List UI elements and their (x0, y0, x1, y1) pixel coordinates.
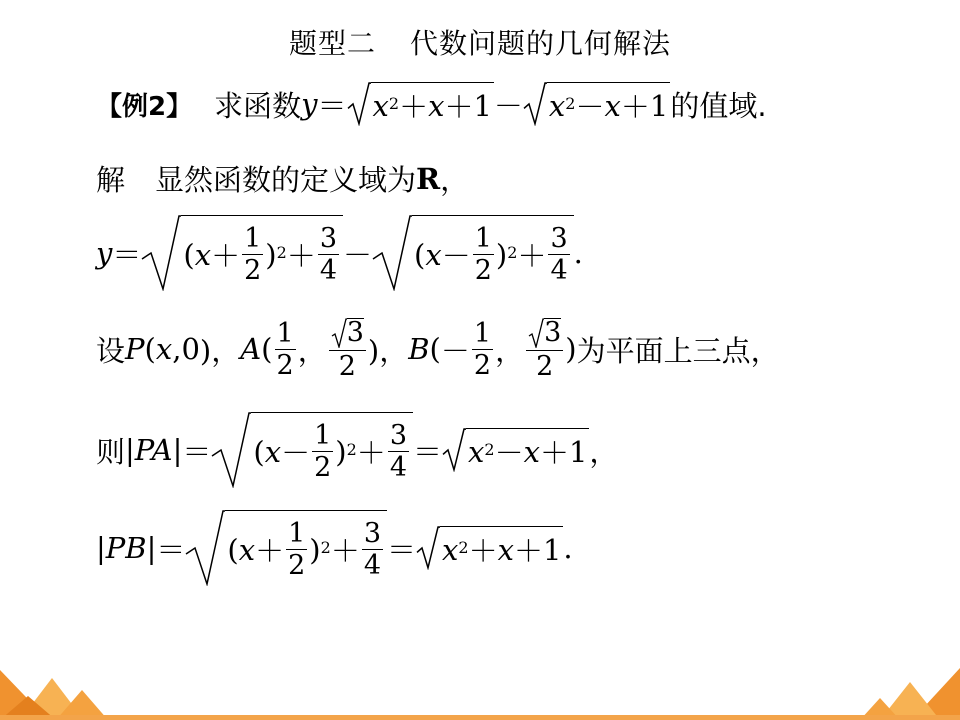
paren: ( (253, 434, 265, 469)
comma: ， (495, 333, 525, 368)
var-x: x (194, 237, 212, 272)
example-tail: 的值域. (670, 88, 767, 123)
plus-sign: ＋ (330, 534, 360, 568)
var-x: x (523, 434, 540, 469)
fraction-half (312, 422, 333, 481)
fraction-half (286, 520, 307, 579)
exponent: 2 (388, 94, 400, 113)
minus-sign: － (343, 237, 373, 272)
plus-sign: ＋ (620, 90, 650, 124)
rewritten-function (96, 215, 583, 291)
eq-sign: ＝ (112, 237, 142, 272)
const-one: 1 (568, 434, 588, 469)
numerator: 3 (363, 518, 382, 549)
radical-sign (372, 215, 412, 291)
numerator: 1 (474, 223, 492, 254)
numerator: 1 (288, 518, 306, 549)
title-topic: 代数问题的几何解法 (410, 27, 672, 60)
paren-comma: )， (199, 333, 241, 368)
const-one: 1 (542, 532, 562, 567)
paren: ( (414, 237, 426, 272)
exponent: 2 (320, 538, 331, 557)
fraction-three-quarters (362, 520, 383, 579)
exponent: 2 (458, 538, 469, 557)
comma: ， (589, 434, 619, 469)
radical-sign (523, 82, 547, 126)
denominator: 4 (550, 255, 568, 286)
sqrt-pb (185, 510, 387, 586)
exponent: 2 (565, 94, 576, 113)
var-x: x (238, 532, 256, 567)
solution-label: 解 (96, 163, 126, 197)
plus-sign: ＋ (468, 534, 498, 568)
comma: , (172, 332, 182, 366)
example-tag: 【例2】 (96, 91, 193, 122)
exponent: 2 (484, 440, 495, 459)
comma: ， (440, 163, 470, 197)
pb-distance (96, 510, 573, 586)
plus-sign: ＋ (517, 239, 547, 273)
point-p: P (125, 332, 145, 366)
sqrt-expr-1 (347, 82, 494, 126)
minus-sign: － (493, 88, 523, 123)
denominator: 4 (363, 550, 382, 581)
radical-sign (416, 526, 440, 570)
fraction-half (472, 317, 493, 381)
plus-sign: ＋ (286, 239, 316, 273)
denominator: 4 (389, 452, 407, 483)
fraction-three-quarters (318, 225, 339, 284)
exponent: 2 (276, 243, 287, 262)
minus-sign: － (494, 436, 524, 470)
sqrt-expr-2 (523, 82, 670, 126)
var-x: x (428, 88, 445, 123)
plus-sign: ＋ (513, 534, 543, 568)
numerator: 1 (473, 317, 492, 349)
title-category: 题型二 (288, 27, 376, 60)
sqrt-pa (211, 412, 413, 488)
var-x: x (264, 434, 282, 469)
var-x: x (155, 332, 173, 366)
numerator: 1 (276, 317, 294, 349)
denominator: 4 (319, 255, 338, 286)
abs-bar: | (96, 531, 106, 565)
comma: ， (297, 333, 327, 368)
denominator: 2 (244, 255, 262, 286)
radical-sign (528, 318, 544, 348)
denominator: 2 (314, 452, 332, 483)
set-word: 设 (96, 333, 126, 368)
paren: ) (309, 532, 321, 567)
fraction-three-quarters (548, 225, 569, 284)
paren: ( (144, 332, 156, 366)
segment-pb: PB (105, 531, 147, 565)
points-definition (96, 318, 780, 380)
eq-sign: ＝ (317, 88, 347, 123)
then-word: 则 (96, 434, 126, 469)
sqrt-completed-square-1 (141, 215, 343, 291)
minus-sign: － (440, 333, 470, 368)
abs-bar: | (125, 433, 135, 467)
sqrt-completed-square-2 (372, 215, 574, 291)
abs-bar: | (146, 531, 157, 565)
plus-sign: ＋ (444, 90, 474, 124)
plus-sign: ＋ (356, 436, 386, 470)
numerator: 1 (244, 223, 262, 254)
period: . (563, 531, 573, 565)
point-a: A (240, 332, 262, 366)
zero: 0 (181, 332, 200, 366)
var-x: x (372, 88, 389, 123)
eq-sign: ＝ (387, 532, 417, 567)
const-one: 1 (649, 88, 669, 123)
numerator: 3 (319, 223, 338, 254)
period: . (573, 236, 583, 270)
denominator: 2 (473, 349, 492, 381)
radical-sign (211, 412, 251, 488)
paren-comma: )， (367, 333, 409, 368)
radical-sign (331, 318, 347, 348)
var-x: x (425, 237, 442, 272)
paren: ( (261, 332, 273, 366)
var-x: x (604, 88, 621, 123)
denominator: 2 (276, 349, 294, 381)
plus-sign: ＋ (255, 534, 285, 568)
pa-distance (96, 412, 618, 488)
minus-sign: － (281, 436, 311, 470)
plus-sign: ＋ (399, 90, 429, 124)
points-tail: 为平面上三点， (576, 333, 780, 368)
numerator: 3 (389, 420, 407, 451)
paren: ( (183, 237, 195, 272)
example-prompt: 求函数 (214, 88, 302, 123)
eq-sign: ＝ (413, 434, 443, 469)
paren: ( (227, 532, 239, 567)
radicand: 3 (346, 317, 364, 348)
exponent: 2 (507, 243, 518, 262)
minus-sign: － (575, 90, 605, 124)
paren: ) (495, 237, 508, 272)
example-statement (96, 82, 767, 126)
domain-text: 显然函数的定义域为 (155, 163, 417, 197)
paren: ) (265, 237, 277, 272)
abs-bar: | (172, 433, 183, 467)
page-title (0, 22, 960, 62)
var-x: x (497, 532, 514, 567)
radical-sign (347, 82, 371, 126)
fraction-root3-over-2 (329, 318, 366, 380)
numerator: 1 (314, 420, 332, 451)
minus-sign: － (441, 239, 471, 273)
var-y: y (96, 236, 113, 270)
segment-pa: PA (134, 433, 173, 467)
radical-sign (141, 215, 181, 291)
var-x: x (442, 532, 459, 567)
eq-sign: ＝ (182, 434, 212, 469)
radicand: 3 (544, 317, 562, 348)
denominator: 2 (474, 255, 492, 286)
fraction-three-quarters (388, 422, 409, 481)
eq-sign: ＝ (156, 532, 186, 567)
radical-sign (185, 510, 225, 586)
radical-sign (442, 428, 466, 472)
fraction-half (473, 225, 494, 284)
plus-sign: ＋ (539, 436, 569, 470)
numerator: 3 (550, 223, 568, 254)
solution-intro (96, 158, 469, 199)
paren: ) (565, 332, 577, 366)
paren: ) (335, 434, 347, 469)
fraction-half (242, 225, 263, 284)
sqrt-pb-simplified (416, 526, 563, 570)
exponent: 2 (346, 440, 357, 459)
real-set: R (416, 161, 441, 196)
denominator: 2 (288, 550, 306, 581)
const-one: 1 (473, 88, 492, 123)
right-corner-decoration (850, 660, 960, 720)
var-x: x (548, 88, 566, 123)
denominator: 2 (338, 351, 356, 382)
denominator: 2 (536, 351, 554, 382)
plus-sign: ＋ (211, 239, 241, 273)
left-corner-decoration (0, 660, 130, 720)
fraction-half (275, 317, 296, 381)
var-y: y (301, 87, 318, 121)
sqrt-pa-simplified (442, 428, 589, 472)
footer-bar (0, 715, 960, 720)
paren: ( (429, 332, 441, 366)
point-b: B (408, 332, 430, 366)
var-x: x (468, 434, 485, 469)
fraction-root3-over-2 (526, 318, 563, 380)
